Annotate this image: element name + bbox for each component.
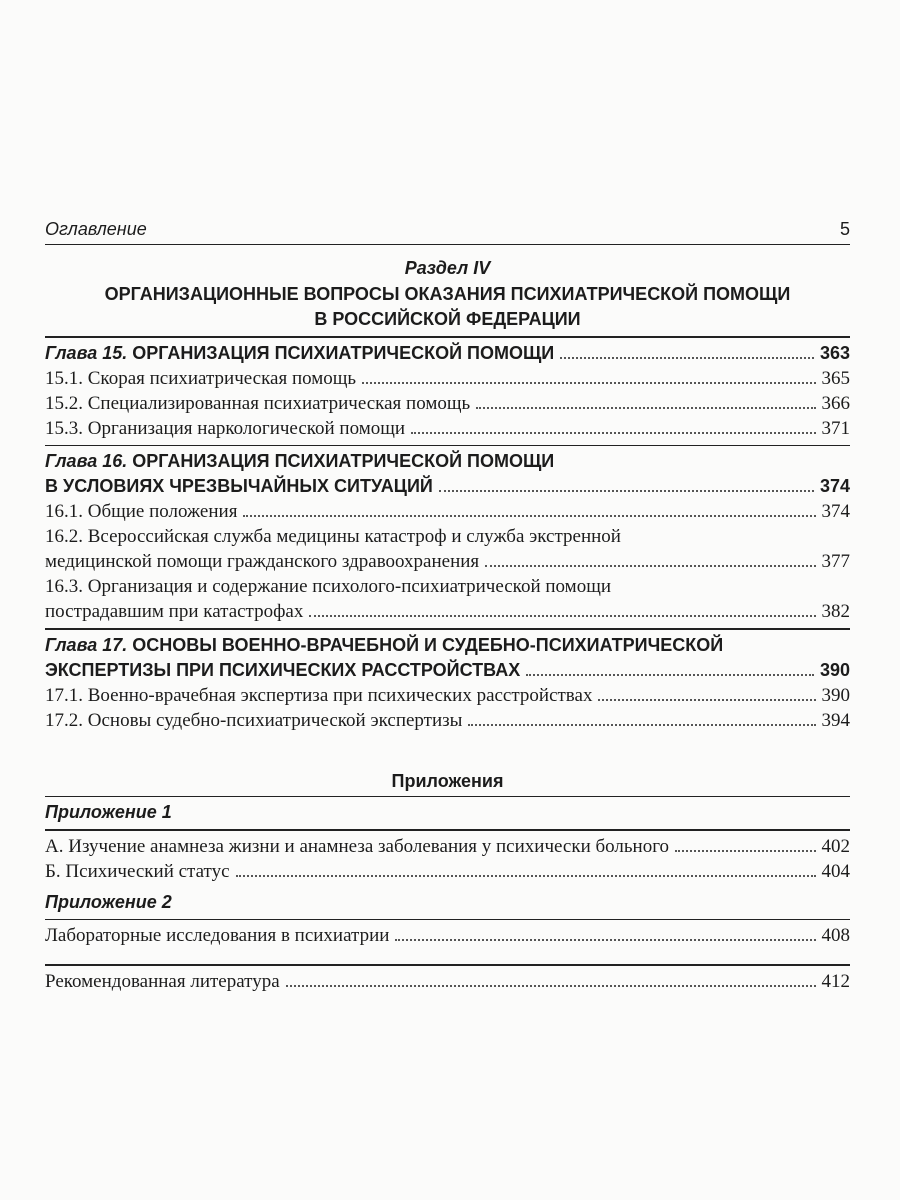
table-of-contents (45, 252, 850, 994)
dot-leader (439, 490, 814, 492)
appendix-1-heading[interactable]: Приложение 1 (45, 802, 172, 822)
page-number: 374 (821, 501, 850, 522)
page-number: 382 (821, 601, 850, 622)
toc-entry-16-3[interactable] (45, 599, 850, 624)
entry-title: Б. Психический статус (45, 860, 230, 882)
entry-title: 16.1. Общие положения (45, 501, 238, 522)
toc-chapter-17-line-1[interactable] (45, 633, 850, 658)
chapter-title: ОРГАНИЗАЦИЯ ПСИХИАТРИЧЕСКОЙ ПОМОЩИ (132, 342, 555, 363)
toc-entry-16-3-line-1[interactable]: 16.3. Организация и содержание психолого-психиатрической помощи (45, 576, 611, 597)
page-number: 366 (821, 392, 850, 414)
dot-leader (309, 615, 815, 617)
chapter-title-continued: В УСЛОВИЯХ ЧРЕЗВЫЧАЙНЫХ СИТУАЦИЙ (45, 476, 433, 496)
header-page-number: 5 (839, 219, 850, 239)
toc-chapter-16-line-1[interactable] (45, 449, 850, 474)
divider (45, 796, 850, 798)
entry-title: 15.2. Специализированная психиатрическая помощь (45, 392, 471, 414)
page-number: 365 (821, 367, 850, 389)
section-subtitle-line-1: ОРГАНИЗАЦИОННЫЕ ВОПРОСЫ ОКАЗАНИЯ ПСИХИАТРИЧЕСКОЙ ПОМОЩИ (104, 284, 791, 304)
toc-chapter-17[interactable] (45, 658, 850, 683)
dot-leader (675, 850, 815, 852)
entry-title: Лабораторные исследования в психиатрии (45, 925, 390, 946)
divider (45, 829, 850, 831)
divider (45, 964, 850, 966)
page-number: 394 (821, 709, 850, 731)
page-number: 377 (821, 551, 850, 572)
page-number: 412 (821, 970, 850, 992)
toc-entry-16-2[interactable] (45, 549, 850, 574)
toc-entry-15-3[interactable] (45, 416, 850, 441)
entry-title-continued: пострадавшим при катастрофах (45, 601, 304, 622)
entry-title: Рекомендованная литература (45, 970, 280, 992)
toc-entry-literature[interactable] (45, 969, 850, 994)
appendix-2-heading[interactable]: Приложение 2 (45, 891, 172, 912)
page-number: 404 (821, 860, 850, 882)
divider (45, 445, 850, 447)
dot-leader (526, 674, 814, 676)
entry-title-continued: медицинской помощи гражданского здравоохранения (45, 551, 480, 572)
dot-leader (395, 939, 815, 941)
toc-entry-appendix-1-a[interactable] (45, 834, 850, 859)
toc-entry-16-2-line-1[interactable]: 16.2. Всероссийская служба медицины катастроф и служба экстренной (45, 526, 621, 547)
dot-leader (598, 699, 815, 701)
page-number: 374 (819, 476, 850, 496)
toc-entry-17-2[interactable] (45, 708, 850, 733)
header-title: Оглавление (45, 219, 147, 239)
chapter-label: Глава 15. (45, 342, 128, 363)
page-number: 390 (819, 659, 850, 680)
toc-entry-15-2[interactable] (45, 391, 850, 416)
chapter-title-continued: ЭКСПЕРТИЗЫ ПРИ ПСИХИЧЕСКИХ РАССТРОЙСТВАХ (45, 659, 521, 680)
section-subtitle-line-2: В РОССИЙСКОЙ ФЕДЕРАЦИИ (314, 309, 581, 329)
page-number: 390 (821, 684, 850, 706)
running-header (45, 214, 850, 245)
entry-title: 17.1. Военно-врачебная экспертиза при психических расстройствах (45, 684, 593, 706)
dot-leader (476, 407, 815, 409)
divider (45, 919, 850, 921)
page-number: 402 (821, 835, 850, 857)
page-number: 363 (819, 342, 850, 363)
dot-leader (560, 357, 814, 359)
toc-entry-16-1[interactable] (45, 499, 850, 524)
divider (45, 336, 850, 338)
page-number: 371 (821, 417, 850, 439)
entry-title: 15.1. Скорая психиатрическая помощь (45, 367, 357, 389)
dot-leader (468, 724, 815, 726)
appendices-title: Приложения (391, 770, 504, 791)
divider (45, 628, 850, 630)
entry-title: 17.2. Основы судебно-психиатрической экспертизы (45, 709, 463, 731)
chapter-label: Глава 16. (45, 451, 128, 471)
chapter-title: ОРГАНИЗАЦИЯ ПСИХИАТРИЧЕСКОЙ ПОМОЩИ (132, 451, 555, 471)
page-number: 408 (821, 925, 850, 946)
chapter-title: ОСНОВЫ ВОЕННО-ВРАЧЕБНОЙ И СУДЕБНО-ПСИХИАТРИЧЕСКОЙ (132, 634, 724, 655)
toc-entry-17-1[interactable] (45, 683, 850, 708)
chapter-label: Глава 17. (45, 634, 128, 655)
entry-title: 15.3. Организация наркологической помощи (45, 417, 406, 439)
toc-entry-appendix-2[interactable] (45, 923, 850, 948)
dot-leader (286, 985, 816, 987)
toc-entry-appendix-1-b[interactable] (45, 859, 850, 884)
dot-leader (236, 875, 816, 877)
section-title: Раздел IV (404, 258, 491, 278)
dot-leader (362, 382, 815, 384)
entry-title: А. Изучение анамнеза жизни и анамнеза заболевания у психически больного (45, 835, 670, 857)
toc-chapter-16[interactable] (45, 474, 850, 499)
dot-leader (485, 565, 815, 567)
dot-leader (243, 515, 815, 517)
toc-chapter-15[interactable] (45, 341, 850, 366)
toc-entry-15-1[interactable] (45, 366, 850, 391)
dot-leader (411, 432, 815, 434)
